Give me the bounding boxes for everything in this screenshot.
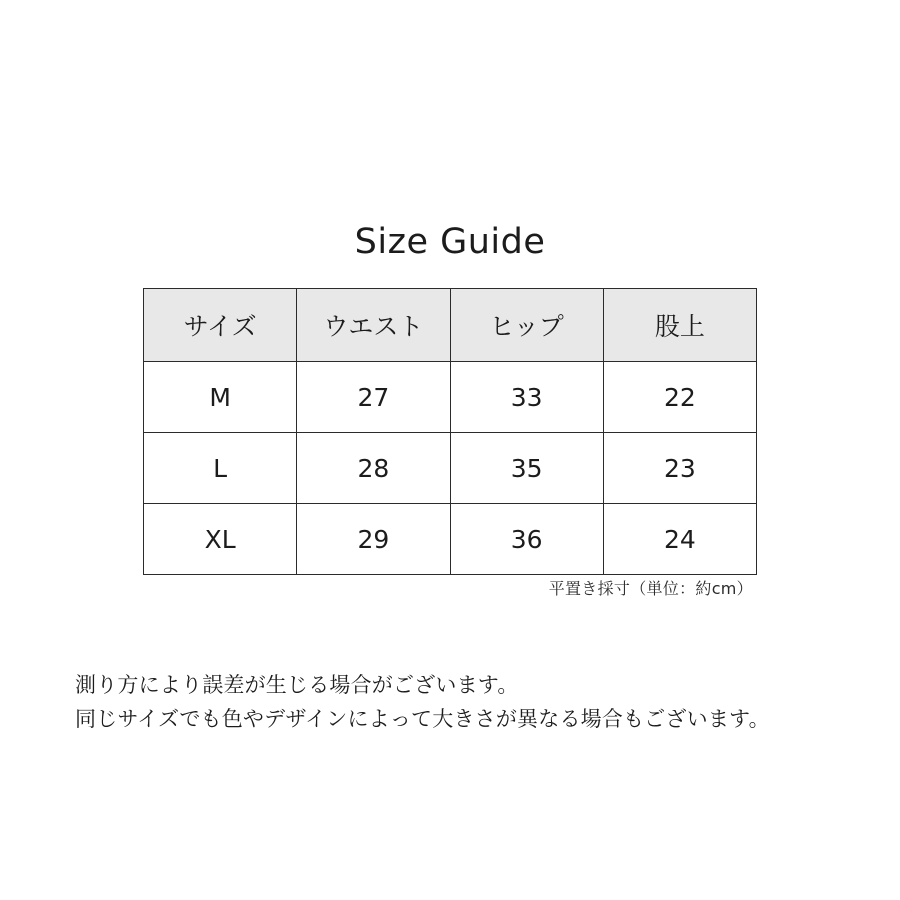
cell-rise: 23 [603,433,756,504]
cell-size: XL [144,504,297,575]
size-chart-table [143,288,757,575]
cell-waist: 27 [297,362,450,433]
cell-size: L [144,433,297,504]
page-title: Size Guide [354,222,546,262]
cell-size: M [144,362,297,433]
footnote-line-1: 測り方により誤差が生じる場合がございます。 [75,673,519,697]
cell-waist: 29 [297,504,450,575]
measurement-unit-note: 平置き採寸（単位：約cm） [548,579,753,598]
table-row [144,362,757,433]
column-header-size: サイズ [144,289,297,362]
column-header-rise: 股上 [603,289,756,362]
footnotes [75,668,770,736]
column-header-hip: ヒップ [450,289,603,362]
table-row [144,433,757,504]
table-header-row [144,289,757,362]
cell-rise: 22 [603,362,756,433]
cell-hip: 35 [450,433,603,504]
column-header-waist: ウエスト [297,289,450,362]
cell-waist: 28 [297,433,450,504]
cell-hip: 33 [450,362,603,433]
footnote-line-2: 同じサイズでも色やデザインによって大きさが異なる場合もございます。 [75,707,770,731]
table-row [144,504,757,575]
cell-rise: 24 [603,504,756,575]
cell-hip: 36 [450,504,603,575]
